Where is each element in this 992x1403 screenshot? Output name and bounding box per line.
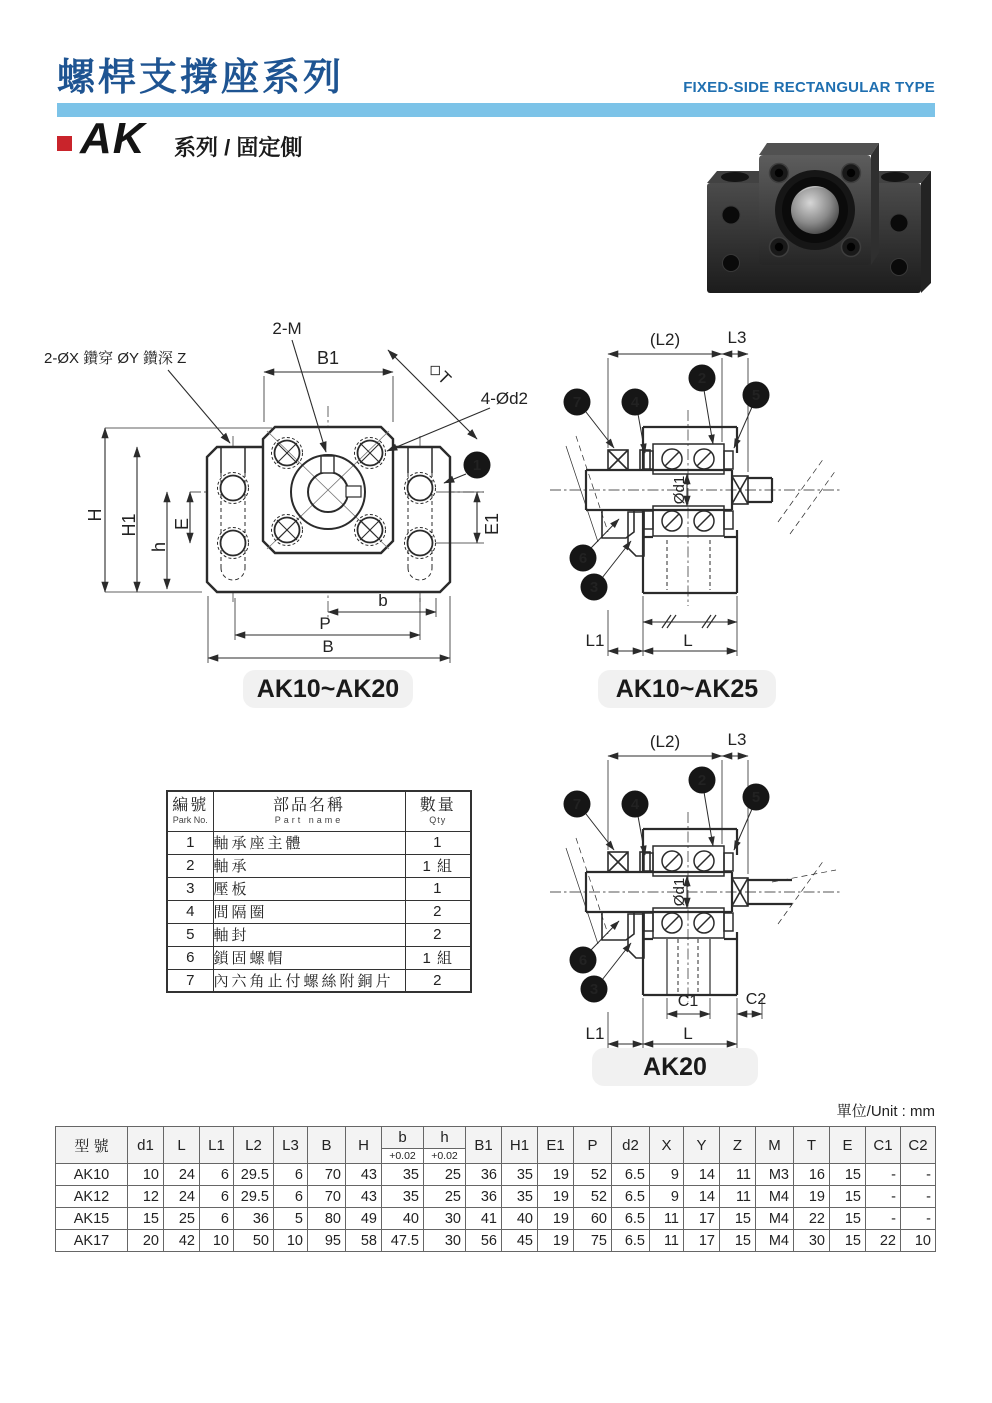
balloon-2: 2 bbox=[697, 370, 707, 387]
dim-cell: 29.5 bbox=[234, 1164, 274, 1186]
dim-col-header: C2 bbox=[901, 1127, 936, 1164]
balloon-leaders bbox=[586, 390, 752, 578]
parts-cell-name: 壓板 bbox=[213, 877, 405, 900]
dim-label-H: H bbox=[85, 508, 105, 522]
dim-cell: 6.5 bbox=[612, 1186, 650, 1208]
dim-col-tolerance: +0.02 bbox=[424, 1149, 466, 1164]
dim-cell: M4 bbox=[756, 1208, 794, 1230]
parts-row bbox=[167, 946, 471, 969]
page-title: 螺桿支撐座系列 bbox=[57, 57, 345, 99]
parts-header-name-zh: 部品名稱 bbox=[272, 796, 345, 814]
dim-header-row-1 bbox=[56, 1127, 936, 1149]
dim-cell: M4 bbox=[756, 1186, 794, 1208]
dim-label-L: L bbox=[683, 1024, 693, 1043]
parts-header-no-en: Park No. bbox=[172, 814, 208, 825]
dim-label-E1: E1 bbox=[482, 512, 502, 536]
parts-cell-no: 6 bbox=[167, 946, 213, 969]
dim-cell: M4 bbox=[756, 1230, 794, 1252]
parts-row bbox=[167, 877, 471, 900]
break-lines bbox=[566, 436, 836, 542]
dim-cell: 6 bbox=[274, 1186, 308, 1208]
dim-cell: 15 bbox=[830, 1208, 866, 1230]
dim-cell: - bbox=[901, 1208, 936, 1230]
dim-label-B: B bbox=[322, 637, 334, 656]
parts-header-name-en: Part name bbox=[274, 814, 344, 825]
parts-cell-qty: 2 bbox=[405, 923, 471, 946]
dim-cell: 9 bbox=[650, 1186, 684, 1208]
dim-row bbox=[56, 1208, 936, 1230]
parts-table-body bbox=[167, 831, 471, 992]
dim-cell: 30 bbox=[424, 1208, 466, 1230]
dim-cell: 6 bbox=[200, 1186, 234, 1208]
parts-cell-no: 1 bbox=[167, 831, 213, 854]
dim-cell: 19 bbox=[538, 1208, 574, 1230]
dim-col-header: L1 bbox=[200, 1127, 234, 1164]
dim-cell: - bbox=[901, 1186, 936, 1208]
dim-cell: 41 bbox=[466, 1208, 502, 1230]
dim-cell: 6.5 bbox=[612, 1230, 650, 1252]
parts-row bbox=[167, 900, 471, 923]
parts-cell-qty: 2 bbox=[405, 900, 471, 923]
parts-cell-qty: 2 bbox=[405, 969, 471, 992]
dim-cell: 19 bbox=[538, 1164, 574, 1186]
balloon-3: 3 bbox=[589, 579, 599, 596]
equality-marks-line bbox=[643, 615, 737, 628]
dim-label-B1: B1 bbox=[316, 348, 340, 368]
parts-cell-no: 5 bbox=[167, 923, 213, 946]
parts-row bbox=[167, 969, 471, 992]
dim-cell: 10 bbox=[128, 1164, 164, 1186]
dim-cell-model: AK15 bbox=[56, 1208, 128, 1230]
dim-col-header: L2 bbox=[234, 1127, 274, 1164]
dim-cell: 35 bbox=[502, 1186, 538, 1208]
dim-cell: 10 bbox=[200, 1230, 234, 1252]
dim-cell: 14 bbox=[684, 1186, 720, 1208]
dim-cell: 24 bbox=[164, 1164, 200, 1186]
parts-cell-no: 2 bbox=[167, 854, 213, 877]
dim-col-header: T bbox=[794, 1127, 830, 1164]
dimension-table bbox=[55, 1126, 936, 1252]
dim-cell: 10 bbox=[901, 1230, 936, 1252]
bearing-mount-photo bbox=[707, 143, 931, 293]
dim-cell: 35 bbox=[382, 1186, 424, 1208]
parts-row bbox=[167, 923, 471, 946]
dim-label-E: E bbox=[172, 517, 192, 531]
caption-side-upper: AK10~AK25 bbox=[598, 670, 776, 708]
balloon-1-number: 1 bbox=[472, 457, 482, 474]
series-name: AK bbox=[80, 114, 146, 163]
parts-cell-qty: 1 bbox=[405, 831, 471, 854]
dim-col-header: Z bbox=[720, 1127, 756, 1164]
dim-cell: 12 bbox=[128, 1186, 164, 1208]
break-lines bbox=[566, 838, 836, 944]
dim-cell: 15 bbox=[830, 1186, 866, 1208]
balloon-3: 3 bbox=[589, 981, 599, 998]
dim-cell: 25 bbox=[164, 1208, 200, 1230]
dim-row bbox=[56, 1164, 936, 1186]
balloon-5: 5 bbox=[751, 387, 761, 404]
balloons bbox=[564, 365, 770, 601]
dim-cell: 52 bbox=[574, 1164, 612, 1186]
dim-label-L3: L3 bbox=[727, 730, 747, 749]
dim-cell-model: AK17 bbox=[56, 1230, 128, 1252]
dim-cell-model: AK12 bbox=[56, 1186, 128, 1208]
balloon-leaders bbox=[586, 792, 752, 980]
dim-col-header: H1 bbox=[502, 1127, 538, 1164]
parts-row bbox=[167, 854, 471, 877]
dim-cell: 6 bbox=[274, 1164, 308, 1186]
dim-cell: 30 bbox=[424, 1230, 466, 1252]
dim-cell: 70 bbox=[308, 1186, 346, 1208]
dim-label-4d2: 4-Ød2 bbox=[480, 389, 528, 408]
dim-cell: 15 bbox=[830, 1230, 866, 1252]
dim-cell: - bbox=[866, 1186, 901, 1208]
dim-cell: 40 bbox=[382, 1208, 424, 1230]
dim-cell: 6 bbox=[200, 1164, 234, 1186]
dim-cell: 49 bbox=[346, 1208, 382, 1230]
dim-row bbox=[56, 1186, 936, 1208]
balloon-7: 7 bbox=[572, 394, 582, 411]
dim-label-L1: L1 bbox=[585, 1024, 605, 1043]
dim-label-L: L bbox=[683, 631, 693, 650]
foot-slot-dashed bbox=[667, 540, 710, 590]
dim-cell: 60 bbox=[574, 1208, 612, 1230]
centerlines bbox=[550, 812, 840, 1002]
dim-label-C2: C2 bbox=[745, 991, 767, 1008]
dim-cell: 19 bbox=[538, 1230, 574, 1252]
dim-cell: 36 bbox=[234, 1208, 274, 1230]
dim-row bbox=[56, 1230, 936, 1252]
dim-cell: 47.5 bbox=[382, 1230, 424, 1252]
dim-col-tolerance: +0.02 bbox=[382, 1149, 424, 1164]
balloon-7: 7 bbox=[572, 796, 582, 813]
dim-col-header: H bbox=[346, 1127, 382, 1164]
dim-cell: 95 bbox=[308, 1230, 346, 1252]
red-bullet-square bbox=[57, 136, 72, 151]
unit-note: 單位/Unit : mm bbox=[836, 1103, 935, 1120]
dim-cell: 17 bbox=[684, 1208, 720, 1230]
dim-cell: 15 bbox=[128, 1208, 164, 1230]
dim-cell: 22 bbox=[866, 1230, 901, 1252]
dim-cell: 16 bbox=[794, 1164, 830, 1186]
parts-cell-name: 內六角止付螺絲附銅片 bbox=[213, 969, 405, 992]
dim-cell-model: AK10 bbox=[56, 1164, 128, 1186]
parts-header-qty bbox=[405, 791, 471, 831]
dim-cell: 22 bbox=[794, 1208, 830, 1230]
parts-header-row bbox=[167, 791, 471, 831]
balloon-4: 4 bbox=[630, 796, 640, 813]
drill-note: 2-ØX 鑽穿 ØY 鑽深 Z bbox=[44, 350, 187, 367]
dim-cell: 9 bbox=[650, 1164, 684, 1186]
balloon-4: 4 bbox=[630, 394, 640, 411]
parts-cell-name: 間隔圈 bbox=[213, 900, 405, 923]
dim-col-header: d1 bbox=[128, 1127, 164, 1164]
dim-label-P: P bbox=[319, 614, 331, 633]
dim-cell: 11 bbox=[650, 1230, 684, 1252]
dim-cell: - bbox=[866, 1164, 901, 1186]
parts-cell-name: 軸承座主體 bbox=[213, 831, 405, 854]
dim-cell: 11 bbox=[720, 1164, 756, 1186]
parts-header-qty-zh: 數量 bbox=[419, 796, 456, 814]
dim-label-b: b bbox=[378, 591, 388, 610]
parts-header-name bbox=[213, 791, 405, 831]
page-subtitle: FIXED-SIDE RECTANGULAR TYPE bbox=[683, 79, 935, 96]
dim-col-header: L bbox=[164, 1127, 200, 1164]
dim-cell: 50 bbox=[234, 1230, 274, 1252]
dim-cell: 11 bbox=[720, 1186, 756, 1208]
dim-cell: 11 bbox=[650, 1208, 684, 1230]
parts-header-qty-en: Qty bbox=[429, 814, 447, 825]
dim-col-header: 型 號 bbox=[56, 1127, 128, 1164]
dim-cell: - bbox=[866, 1208, 901, 1230]
caption-side-lower: AK20 bbox=[592, 1048, 758, 1086]
parts-cell-no: 4 bbox=[167, 900, 213, 923]
foot-slot-solid bbox=[667, 939, 710, 995]
parts-cell-qty: 1 組 bbox=[405, 946, 471, 969]
dim-cell: 42 bbox=[164, 1230, 200, 1252]
dim-cell: 19 bbox=[538, 1186, 574, 1208]
parts-table bbox=[166, 790, 472, 993]
dim-cell: 75 bbox=[574, 1230, 612, 1252]
parts-cell-qty: 1 組 bbox=[405, 854, 471, 877]
parts-cell-no: 3 bbox=[167, 877, 213, 900]
dim-label-L2: (L2) bbox=[649, 732, 681, 751]
parts-cell-name: 軸承 bbox=[213, 854, 405, 877]
series-suffix: 系列 / 固定側 bbox=[174, 135, 303, 160]
dim-label-d1: Ød1 bbox=[671, 475, 688, 505]
dim-cell: - bbox=[901, 1164, 936, 1186]
dim-cell: 43 bbox=[346, 1186, 382, 1208]
dim-col-header: C1 bbox=[866, 1127, 901, 1164]
dim-col-header: E1 bbox=[538, 1127, 574, 1164]
dim-cell: 15 bbox=[830, 1164, 866, 1186]
body-outline bbox=[207, 427, 450, 592]
dim-cell: 14 bbox=[684, 1164, 720, 1186]
parts-cell-no: 7 bbox=[167, 969, 213, 992]
dim-col-header: Y bbox=[684, 1127, 720, 1164]
dim-cell: 52 bbox=[574, 1186, 612, 1208]
dim-col-header: P bbox=[574, 1127, 612, 1164]
dim-label-h: h bbox=[149, 541, 169, 553]
dim-cell: 15 bbox=[720, 1208, 756, 1230]
dim-cell: 45 bbox=[502, 1230, 538, 1252]
dim-label-2M: 2-M bbox=[272, 319, 302, 338]
dim-cell: 58 bbox=[346, 1230, 382, 1252]
dim-col-header: h bbox=[424, 1127, 466, 1149]
balloon-5: 5 bbox=[751, 789, 761, 806]
balloon-6: 6 bbox=[578, 550, 588, 567]
dim-cell: 35 bbox=[502, 1164, 538, 1186]
balloon-2: 2 bbox=[697, 772, 707, 789]
dim-cell: 6.5 bbox=[612, 1164, 650, 1186]
dim-cell: 15 bbox=[720, 1230, 756, 1252]
dim-col-header: B1 bbox=[466, 1127, 502, 1164]
dim-cell: 5 bbox=[274, 1208, 308, 1230]
dim-cell: 40 bbox=[502, 1208, 538, 1230]
dim-label-H1: H1 bbox=[119, 513, 139, 537]
dim-label-L2: (L2) bbox=[649, 330, 681, 349]
dim-cell: 6 bbox=[200, 1208, 234, 1230]
product-photo bbox=[693, 133, 935, 308]
dim-label-d1: Ød1 bbox=[671, 877, 688, 907]
dim-label-L3: L3 bbox=[727, 328, 747, 347]
caption-front-view: AK10~AK20 bbox=[243, 670, 413, 708]
dim-cell: 29.5 bbox=[234, 1186, 274, 1208]
dim-cell: M3 bbox=[756, 1164, 794, 1186]
parts-cell-qty: 1 bbox=[405, 877, 471, 900]
dim-col-header: b bbox=[382, 1127, 424, 1149]
parts-cell-name: 鎖固螺帽 bbox=[213, 946, 405, 969]
parts-header-no-zh: 編號 bbox=[172, 796, 209, 814]
parts-row bbox=[167, 831, 471, 854]
dim-cell: 6.5 bbox=[612, 1208, 650, 1230]
dim-cell: 43 bbox=[346, 1164, 382, 1186]
dim-cell: 19 bbox=[794, 1186, 830, 1208]
side-view-lower-drawing bbox=[540, 712, 970, 1102]
dim-cell: 36 bbox=[466, 1186, 502, 1208]
dim-cell: 30 bbox=[794, 1230, 830, 1252]
dim-col-header: d2 bbox=[612, 1127, 650, 1164]
dim-col-header: X bbox=[650, 1127, 684, 1164]
dim-col-header: L3 bbox=[274, 1127, 308, 1164]
parts-header-no bbox=[167, 791, 213, 831]
dim-table-body bbox=[56, 1164, 936, 1252]
dim-col-header: B bbox=[308, 1127, 346, 1164]
dim-cell: 36 bbox=[466, 1164, 502, 1186]
dim-label-T: ◇T bbox=[424, 358, 455, 389]
dim-col-header: M bbox=[756, 1127, 794, 1164]
title-underline-bar bbox=[57, 103, 935, 117]
dim-cell: 25 bbox=[424, 1164, 466, 1186]
dim-cell: 35 bbox=[382, 1164, 424, 1186]
dim-cell: 10 bbox=[274, 1230, 308, 1252]
dim-cell: 80 bbox=[308, 1208, 346, 1230]
dim-cell: 25 bbox=[424, 1186, 466, 1208]
dim-label-C1: C1 bbox=[677, 993, 699, 1010]
dim-cell: 24 bbox=[164, 1186, 200, 1208]
parts-cell-name: 軸封 bbox=[213, 923, 405, 946]
front-view-drawing bbox=[40, 310, 530, 710]
dim-cell: 70 bbox=[308, 1164, 346, 1186]
dim-cell: 20 bbox=[128, 1230, 164, 1252]
dim-cell: 56 bbox=[466, 1230, 502, 1252]
balloon-6: 6 bbox=[578, 952, 588, 969]
side-view-upper-drawing bbox=[540, 310, 970, 710]
dim-cell: 17 bbox=[684, 1230, 720, 1252]
dim-label-L1: L1 bbox=[585, 631, 605, 650]
dim-col-header: E bbox=[830, 1127, 866, 1164]
